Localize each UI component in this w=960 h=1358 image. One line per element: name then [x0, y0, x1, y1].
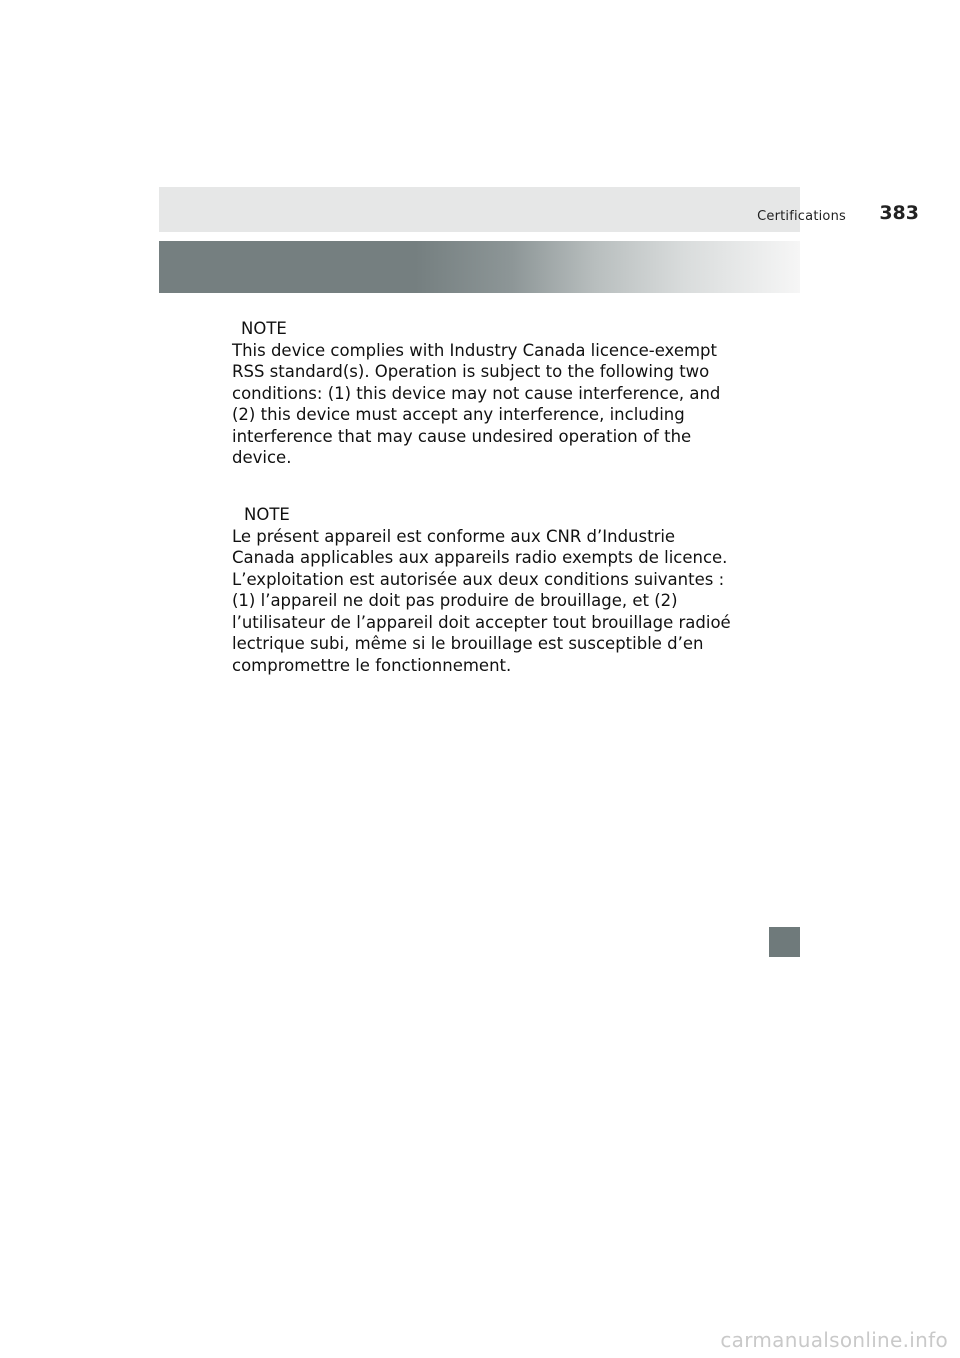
section-gradient-band [159, 241, 800, 293]
page-number: 383 [879, 202, 919, 224]
note-french [232, 504, 732, 676]
note-body: Le présent appareil est conforme aux CNR d’Industrie Canada applicables aux appareils radio exempts de licence. L’exploitation est autorisée aux deux conditions suivantes : (1) l’appareil ne doit pas produire de brouillage, et (2) l’utilisateur de l’appareil doit accepter tout brouillage radioé lectrique subi, même si le brouillage est susceptible d’en compromettre le fonctionnement. [232, 526, 731, 675]
note-english [232, 318, 732, 469]
watermark: carmanualsonline.info [720, 1328, 948, 1352]
note-label: NOTE [241, 319, 287, 338]
chapter-tab [769, 927, 800, 957]
header-bar [159, 187, 800, 232]
section-title: Certifications [757, 209, 846, 224]
note-body: This device complies with Industry Canada licence-exempt RSS standard(s). Operation is subject to the following two conditions: (1) this device may not cause interference, and (2) this device must accept any interference, including interference that may cause undesired operation of the device. [232, 340, 721, 467]
note-label: NOTE [244, 505, 290, 524]
